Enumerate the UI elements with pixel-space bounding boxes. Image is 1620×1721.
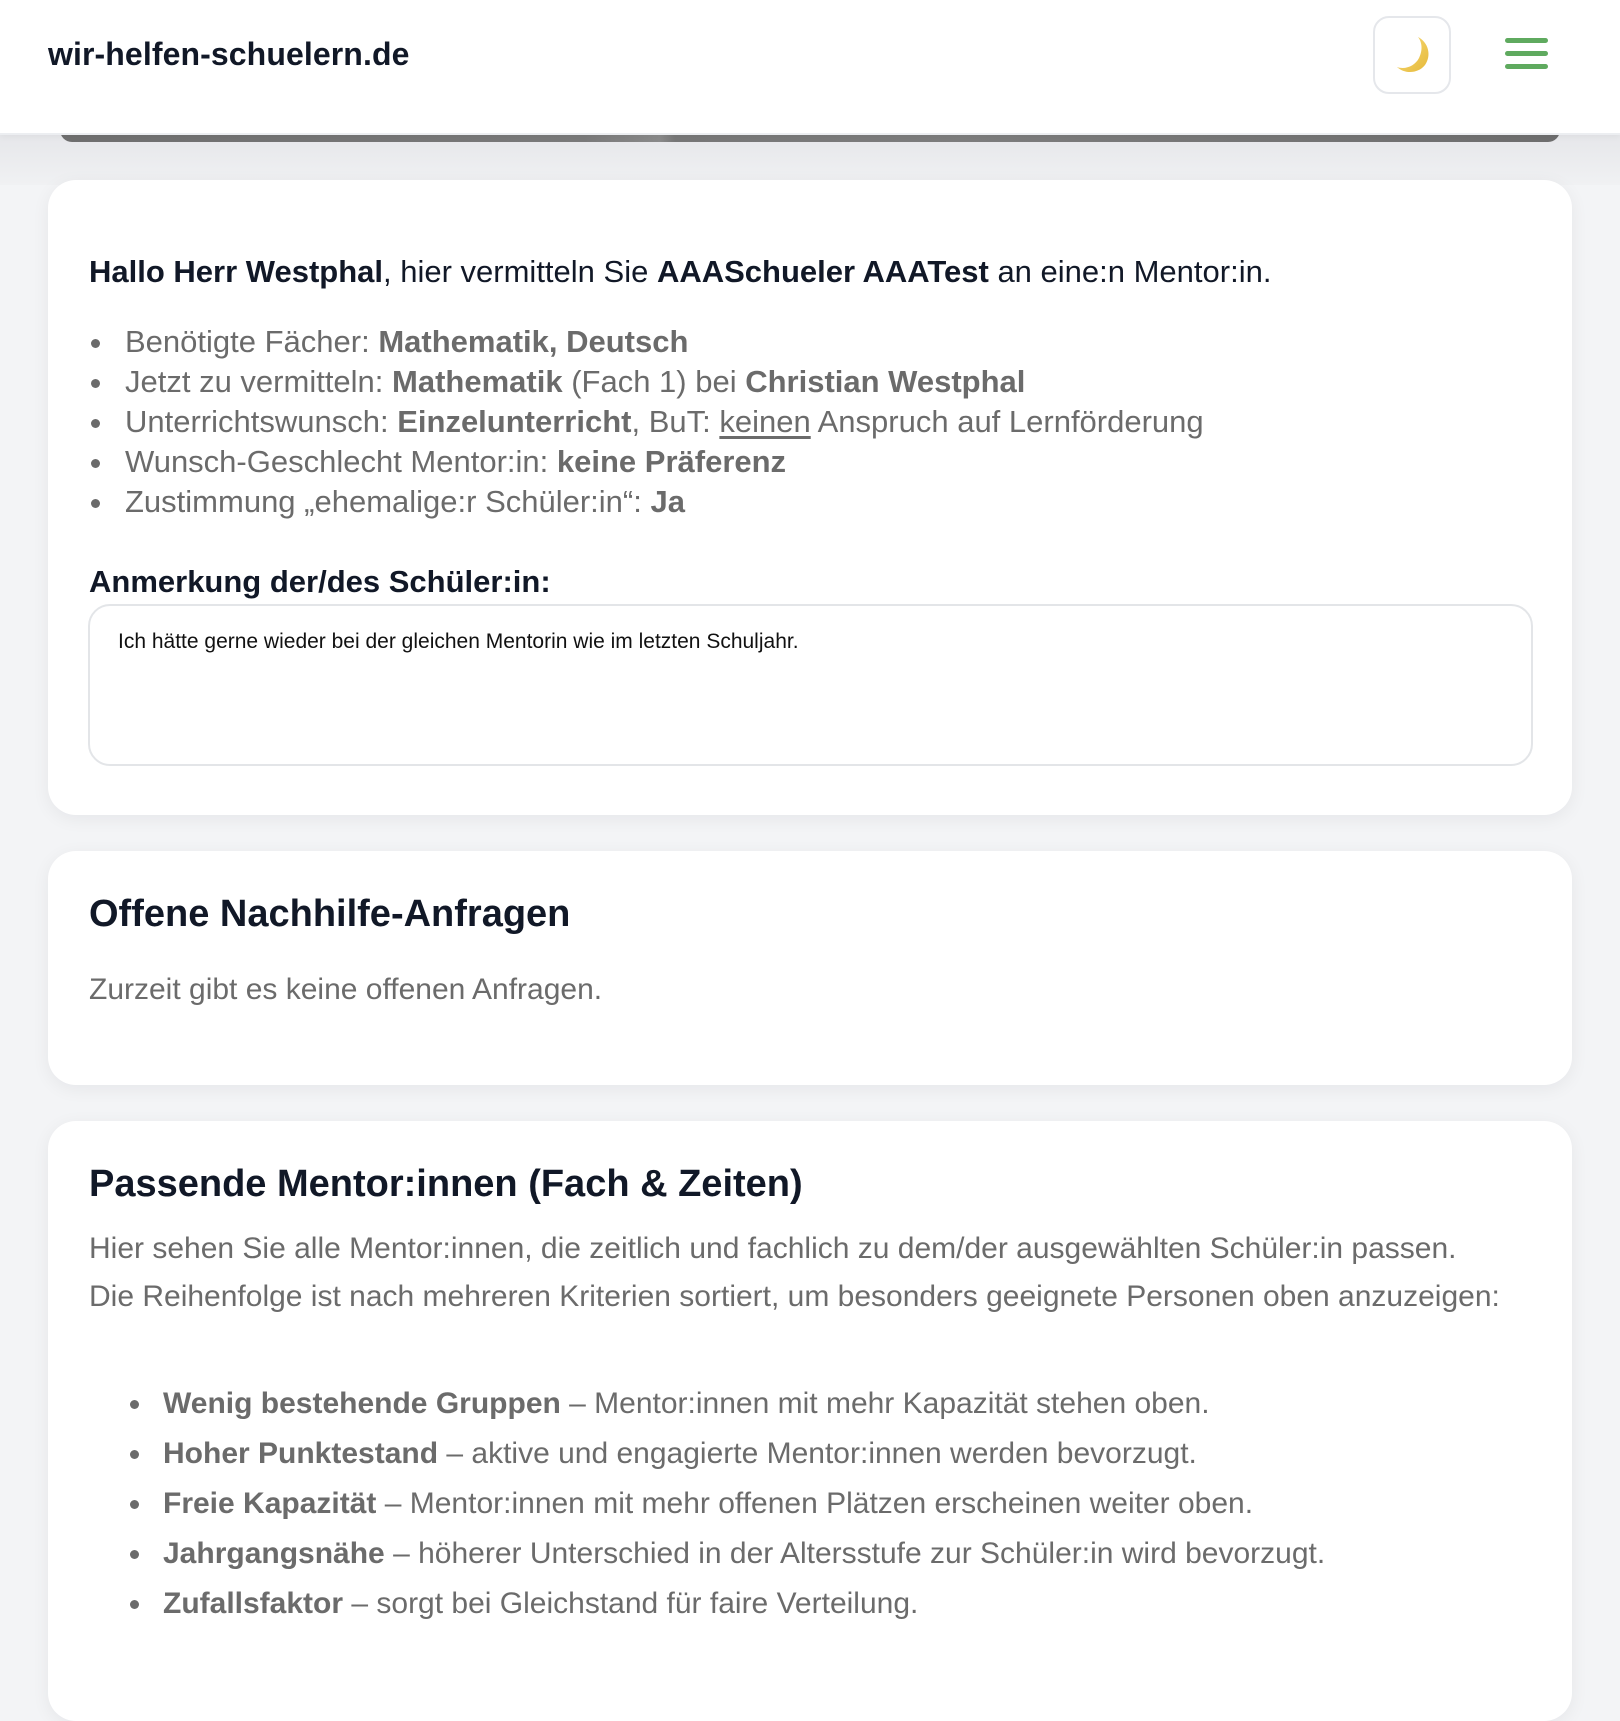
student-name: AAASchueler AAATest <box>656 254 989 289</box>
open-requests-card <box>48 851 1572 1085</box>
criterion-item: Zufallsfaktor – sorgt bei Gleichstand für faire Verteilung. <box>163 1579 1325 1629</box>
fact-lesson-preference: Unterrichtswunsch: Einzelunterricht, BuT: keinen Anspruch auf Lernförderung <box>89 402 1204 442</box>
fact-gender-preference: Wunsch-Geschlecht Mentor:in: keine Präferenz <box>89 442 1204 482</box>
fact-current-subject: Jetzt zu vermitteln: Mathematik (Fach 1) bei Christian Westphal <box>89 362 1204 402</box>
student-facts-list <box>89 322 1204 522</box>
matching-mentors-card <box>48 1121 1572 1721</box>
theme-toggle-button[interactable] <box>1373 16 1451 94</box>
student-note-label: Anmerkung der/des Schüler:in: <box>89 564 551 599</box>
open-requests-title: Offene Nachhilfe-Anfragen <box>89 893 571 935</box>
top-navbar <box>0 0 1620 135</box>
fact-former-student-consent: Zustimmung „ehemalige:r Schüler:in“: Ja <box>89 482 1204 522</box>
site-brand[interactable]: wir-helfen-schuelern.de <box>48 36 410 72</box>
assignment-intro: Hallo Herr Westphal, hier vermitteln Sie AAASchueler AAATest an eine:n Mentor:in. <box>89 254 1272 289</box>
moon-icon <box>1390 33 1434 77</box>
greeting-name: Hallo Herr Westphal <box>89 254 384 289</box>
criterion-item: Jahrgangsnähe – höherer Unterschied in der Altersstufe zur Schüler:in wird bevorzugt. <box>163 1529 1325 1579</box>
matching-mentors-title: Passende Mentor:innen (Fach & Zeiten) <box>89 1163 803 1205</box>
criterion-item: Wenig bestehende Gruppen – Mentor:innen mit mehr Kapazität stehen oben. <box>163 1379 1325 1429</box>
hamburger-menu-button[interactable] <box>1505 38 1549 72</box>
hero-image-shadow <box>0 135 1620 185</box>
matching-mentors-description: Hier sehen Sie alle Mentor:innen, die zeitlich und fachlich zu dem/der ausgewählten Schüler:in passen. Die Reihenfolge ist nach mehreren Kriterien sortiert, um besonders geeignete Personen oben anzuzeigen: <box>89 1232 1500 1313</box>
sort-criteria-list <box>163 1379 1325 1629</box>
student-note-textarea[interactable]: Ich hätte gerne wieder bei der gleichen Mentorin wie im letzten Schuljahr. <box>88 604 1533 766</box>
assignment-card <box>48 180 1572 815</box>
criterion-item: Hoher Punktestand – aktive und engagierte Mentor:innen werden bevorzugt. <box>163 1429 1325 1479</box>
fact-subjects: Benötigte Fächer: Mathematik, Deutsch <box>89 322 1204 362</box>
criterion-item: Freie Kapazität – Mentor:innen mit mehr offenen Plätzen erscheinen weiter oben. <box>163 1479 1325 1529</box>
open-requests-empty-message: Zurzeit gibt es keine offenen Anfragen. <box>89 973 603 1006</box>
